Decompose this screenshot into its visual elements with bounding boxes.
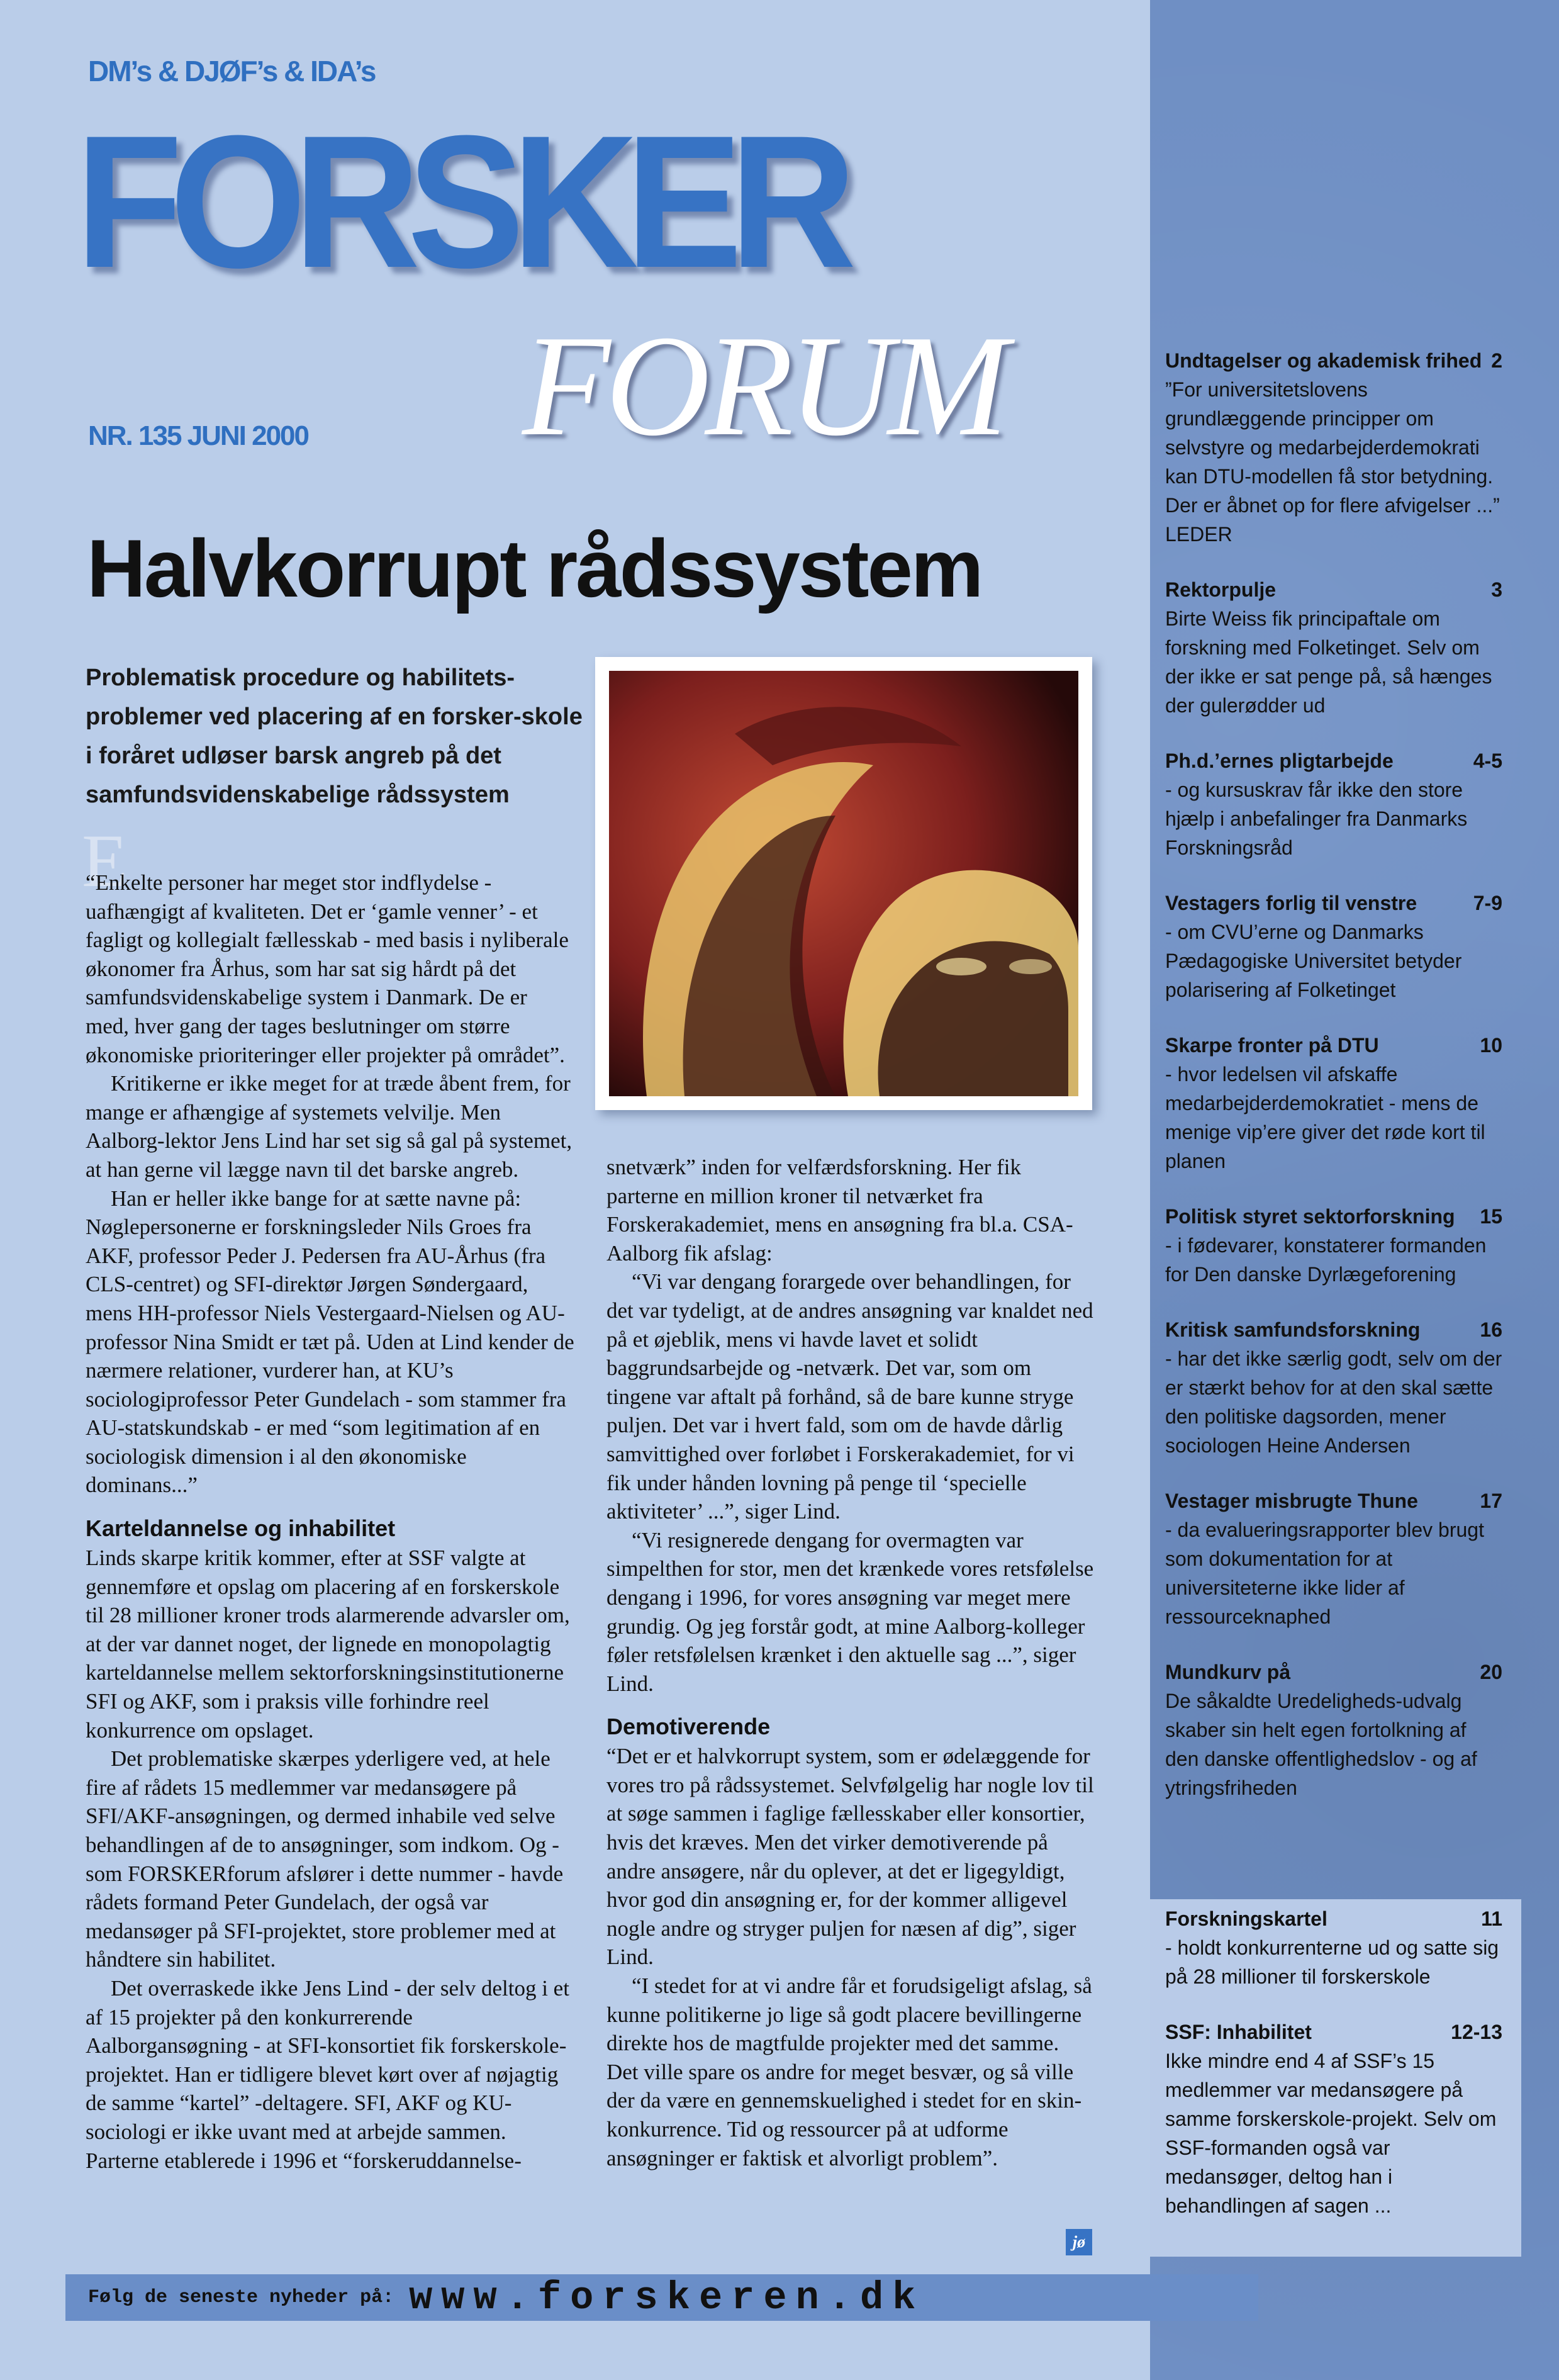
author-signature: jø	[1066, 2229, 1092, 2255]
paragraph: “Vi var dengang forargede over behandlingen, for det var tydeligt, at de andres ansøgning var knaldet ned på et øjeblik, mens vi havde lavet et solidt baggrundsarbejde og -netværk. Det var, som om tingene var aftalt på forhånd, så de bare kunne stryge puljen. Det var i hvert fald, som om de havde dårlig samvittighed over forløbet i Forskerakademiet, for vi fik under hånden lovning på penge til ‘specielle aktiviteter’ ...”, siger Lind.	[606, 1269, 1093, 1524]
paragraph: Kritikerne er ikke meget for at træde åbent frem, for mange er afhængige af systemets velvilje. Men Aalborg-lektor Jens Lind har set sig så gal på systemet, at han gerne vil lægge navn til det barske angreb.	[86, 1071, 573, 1182]
toc-description: - da evalueringsrapporter blev brugt som dokumentation for at universiteterne ikke lider af ressourceknaphed	[1165, 1518, 1484, 1628]
article-column-1	[86, 868, 575, 2175]
toc-page: 11	[1481, 1907, 1502, 1930]
paragraph: Han er heller ikke bange for at sætte navne på: Nøglepersonerne er forskningsleder Nils Groes fra AKF, professor Peder J. Pedersen fra AU-Århus (fra CLS-centret) og SFI-direktør Jørgen Søndergaard, mens HH-professor Niels Vestergaard-Nielsen og AU-professor Nina Smidt er tæt på. Uden at Lind kender de nærmere relationer, vurderer han, at KU’s sociologiprofessor Peter Gundelach - som stammer fra AU-statskundskab - er med “som legitimation af en sociologisk dimension i al den økonomiske dominans...”	[86, 1186, 574, 1498]
toc-title: Undtagelser og akademisk frihed	[1165, 349, 1482, 372]
toc-page: 12-13	[1451, 2021, 1502, 2043]
subheading: Demotiverende	[606, 1714, 771, 1740]
footer-banner	[65, 2274, 1258, 2321]
toc-page: 10	[1480, 1034, 1502, 1057]
toc-description: - om CVU’erne og Danmarks Pædagogiske Universitet betyder polarisering af Folketinget	[1165, 921, 1462, 1001]
toc-description: ”For universitetslovens grundlæggende principper om selvstyre og medarbejderdemokrati kan DTU-modellen få stor betydning. Der er åbnet op for flere afvigelser ...” LEDER	[1165, 378, 1500, 546]
toc-page: 17	[1480, 1490, 1502, 1512]
toc-item[interactable]	[1165, 1486, 1502, 1631]
toc-item[interactable]	[1165, 1315, 1502, 1460]
paragraph: Det overraskede ikke Jens Lind - der selv deltog i et af 15 projekter på den konkurrerende Aalborgansøgning - at SFI-konsortiet fik forskerskole-projektet. Han er tidligere blevet kørt over af nøjagtig de samme “kartel” -deltagere. SFI, AKF og KU-sociologi er ikke uvant med at arbejde sammen. Parterne etablerede i 1996 et “forskeruddannelse-	[86, 1975, 569, 2173]
toc-page: 3	[1491, 578, 1502, 601]
toc-description: Ikke mindre end 4 af SSF’s 15 medlemmer var medansøgere på samme forskerskole-projekt. Selv om SSF-formanden også var medansøger, deltog han i behandlingen af sagen ...	[1165, 2050, 1497, 2217]
table-of-contents-highlight	[1165, 1904, 1502, 2247]
paragraph: “Vi resignerede dengang for overmagten var simpelthen for stor, men det krænkede vores retsfølelse dengang i 1996, for vores ansøgning var meget mere grundig. Og jeg forstår godt, at mine Aalborg-kolleger føler retsfølelsen krænket i den aktuelle sag ...”, siger Lind.	[606, 1527, 1094, 1696]
toc-item[interactable]	[1165, 575, 1502, 720]
toc-description: - holdt konkurrenterne ud og satte sig på 28 millioner til forskerskole	[1165, 1936, 1499, 1988]
toc-title: SSF: Inhabilitet	[1165, 2021, 1312, 2043]
paragraph: “Enkelte personer har meget stor indflydelse - uafhængigt af kvaliteten. Det er ‘gamle venner’ - et fagligt og kollegialt fællesskab - med basis i nyliberale økonomer fra Århus, som har sat sig hårdt på det samfundsvidenskabelige system i Danmark. De er med, hver gang der tages beslutninger om større økonomiske prioriteringer eller projekter på området”.	[86, 870, 569, 1067]
article-headline: Halvkorrupt rådssystem	[87, 522, 982, 614]
toc-item[interactable]	[1165, 1904, 1502, 1991]
toc-page: 16	[1480, 1318, 1502, 1341]
subheading: Karteldannelse og inhabilitet	[86, 1515, 396, 1542]
paragraph: snetværk” inden for velfærdsforskning. Her fik parterne en million kroner til netværket fra Forskerakademiet, mens en ansøgning fra bl.a. CSA-Aalborg fik afslag:	[606, 1155, 1073, 1266]
toc-description: - og kursuskrav får ikke den store hjælp i anbefalinger fra Danmarks Forskningsråd	[1165, 778, 1468, 859]
article-column-2	[606, 1153, 1095, 2172]
toc-description: - i fødevarer, konstaterer formanden for Den danske Dyrlægeforening	[1165, 1234, 1487, 1286]
toc-page: 7-9	[1473, 892, 1502, 914]
toc-description: Birte Weiss fik principaftale om forskning med Folketinget. Selv om der ikke er sat penge på, så hænges der gulerødder ud	[1165, 607, 1492, 717]
toc-title: Vestager misbrugte Thune	[1165, 1490, 1418, 1512]
toc-title: Mundkurv på	[1165, 1661, 1291, 1683]
toc-title: Politisk styret sektorforskning	[1165, 1205, 1455, 1228]
photo-frame	[595, 657, 1092, 1110]
toc-item[interactable]	[1165, 889, 1502, 1004]
toc-item[interactable]	[1165, 2018, 1502, 2220]
logo-forum: FORUM	[522, 305, 1003, 466]
toc-description: - har det ikke særlig godt, selv om der er stærkt behov for at den skal sætte den politiske dagsorden, mener sociologen Heine Andersen	[1165, 1347, 1502, 1457]
table-of-contents	[1165, 346, 1502, 1829]
toc-description: - hvor ledelsen vil afskaffe medarbejderdemokratiet - mens de menige vip’ere giver det røde kort til planen	[1165, 1063, 1485, 1172]
toc-page: 2	[1491, 349, 1502, 372]
footer-prefix: Følg de seneste nyheder på:	[88, 2287, 394, 2308]
issue-number: NR. 135 JUNI 2000	[88, 420, 308, 451]
toc-title: Forskningskartel	[1165, 1907, 1327, 1930]
toc-title: Kritisk samfundsforskning	[1165, 1318, 1421, 1341]
logo-forsker: FORSKER	[75, 96, 844, 307]
toc-page: 15	[1480, 1205, 1502, 1228]
article-lead: Problematisk procedure og habilitets-problemer ved placering af en forsker-skole i foråret udløser barsk angreb på det samfundsvidenskabelige rådssystem	[86, 665, 583, 808]
dropcap: E	[82, 819, 128, 902]
masthead-tagline: DM’s & DJØF’s & IDA’s	[88, 55, 376, 87]
toc-item[interactable]	[1165, 346, 1502, 549]
toc-item[interactable]	[1165, 746, 1502, 862]
toc-page: 20	[1480, 1661, 1502, 1683]
toc-page: 4-5	[1473, 749, 1502, 772]
toc-item[interactable]	[1165, 1202, 1502, 1289]
toc-item[interactable]	[1165, 1658, 1502, 1802]
toc-title: Vestagers forlig til venstre	[1165, 892, 1417, 914]
paragraph: “I stedet for at vi andre får et forudsigeligt afslag, så kunne politikerne jo lige så godt placere bevillingerne direkte hos de magtfulde projekter med det samme. Det ville spare os andre for meget besvær, og så ville der da være en gennemskuelighed i stedet for en skin-konkurrence. Tid og ressourcer på at udforme ansøgninger er faktisk et alvorligt problem”.	[606, 1973, 1092, 2170]
paragraph: Det problematiske skærpes yderligere ved, at hele fire af rådets 15 medlemmer var medansøgere på SFI/AKF-ansøgningen, og dermed inhabile ved selve behandlingen af de to ansøgninger, som indkom. Og - som FORSKERforum afslører i dette nummer - havde rådets formand Peter Gundelach, der også var medansøger på SFI-projektet, store problemer med at håndtere sin habilitet.	[86, 1746, 564, 1972]
article-photo	[609, 671, 1078, 1096]
photo-illustration	[609, 671, 1078, 1096]
toc-title: Ph.d.’ernes pligtarbejde	[1165, 749, 1394, 772]
paragraph: Linds skarpe kritik kommer, efter at SSF valgte at gennemføre et opslag om placering af en forskerskole til 28 millioner kroner trods alarmerende advarsler om, at der var dannet noget, der lignede en monopolagtig karteldannelse mellem sektorforskningsinstitutionerne SFI og AKF, som i praksis ville forhindre reel konkurrence om opslaget.	[86, 1546, 570, 1743]
website-link[interactable]: www.forskeren.dk	[409, 2275, 925, 2320]
toc-title: Rektorpulje	[1165, 578, 1277, 601]
paragraph: “Det er et halvkorrupt system, som er ødelæggende for vores tro på rådssystemet. Selvfølgelig har nogle lov til at søge sammen i faglige fællesskaber eller konsortier, hvis det kræves. Men det virker demotiverende på andre ansøgere, når du oplever, at det er ligegyldigt, hvor god din ansøgning er, for der kommer alligevel nogle andre og stryger puljen for næsen af dig”, siger Lind.	[606, 1744, 1094, 1970]
toc-item[interactable]	[1165, 1031, 1502, 1176]
toc-title: Skarpe fronter på DTU	[1165, 1034, 1379, 1057]
toc-description: De såkaldte Uredeligheds-udvalg skaber sin helt egen fortolkning af den danske offentlighedslov - og af ytringsfriheden	[1165, 1690, 1477, 1799]
